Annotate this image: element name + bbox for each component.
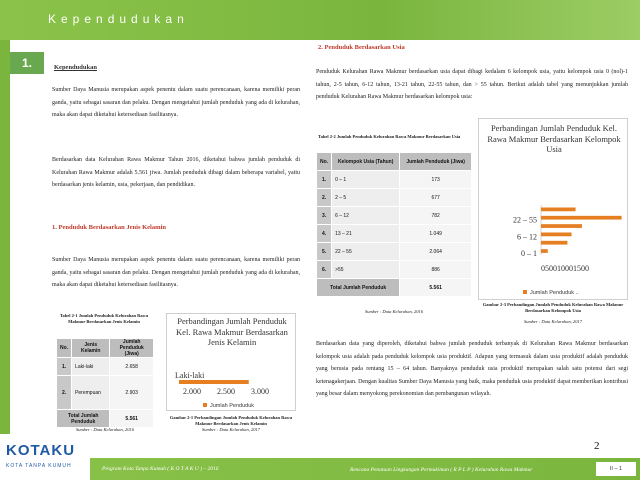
chart-legend-label: Jumlah Penduduk .. [530, 290, 579, 296]
age-chart-caption: Gambar 2-3 Perbandingan Jumlah Penduduk Kelurahan Rawa Makmur Berdasarkan Kelompok Usia [482, 302, 624, 313]
chart-tick-label: 050010001500 [541, 264, 589, 273]
table-row: 2. 2 – 5 677 [317, 189, 472, 207]
table-row: 1. 0 – 1 173 [317, 171, 472, 189]
left-paragraph-1: Sumber Daya Manusia merupakan aspek penentu dalam suatu perencanaan, karena memiliki peran ganda, yaitu sebagai sasaran dan pelaku. Dengan mengetahui jumlah penduduk yang ada di kelurahan, maka akan dapat diketahui ketersediaan fasilitasnya. [52, 87, 300, 118]
table-row: 1. Laki-laki 2.658 [57, 358, 154, 376]
table-row: 4. 13 – 21 1.049 [317, 225, 472, 243]
right-paragraph-2: Berdasarkan data yang diperoleh, diketahui bahwa jumlah penduduk terbanyak di Kelurahan Rawa Makmur berdasarkan kelompok usia adalah pada penduduk kelompok usia produktif. Adapun yang termasuk dalam usia produktif adalah penduduk yang berusia pada rentang 15 – 64 tahun. Banyaknya penduduk usia produktif merupakan salah satu potensi dari segi ketenagakerjaan. Dengan kualitas Sumber Daya Manusia yang baik, maka penduduk usia produktif dapat memberikan kontribusi yang besar dalam menyokong perekonomian dan pembangunan wilayah. [316, 341, 628, 397]
gender-chart [166, 313, 296, 411]
chart-bar [541, 224, 582, 228]
table-row: 5. 22 – 55 2.064 [317, 243, 472, 261]
table-header: Jumlah Penduduk (Jiwa) [400, 153, 472, 171]
chart-bar [179, 380, 249, 384]
chart-tick-label: 2.000 [183, 387, 201, 396]
chart-bar [541, 249, 548, 253]
age-table-title: Tabel 2-2 Jumlah Penduduk Kelurahan Rawa Makmur Berdasarkan Usia [318, 134, 461, 139]
chart-legend-label: Jumlah Penduduk [210, 403, 255, 409]
chart-legend-swatch [203, 403, 207, 407]
kotaku-logo: KOTAKU [6, 442, 76, 459]
left-paragraph-2: Berdasarkan data Kelurahan Rawa Makmur Tahun 2016, diketahui bahwa jumlah penduduk di Kelurahan Rawa Makmur adalah 5.561 jiwa. Jumlah penduduk dibagi dalam beberapa variabel, yaitu berdasarkan jenis kelamin, usia, pekerjaan, dan pendidikan. [52, 157, 300, 188]
section-number: 1. [10, 52, 44, 74]
age-chart [478, 118, 628, 300]
gender-chart-source: Sumber : Data Kelurahan, 2017 [201, 427, 261, 432]
footer-left-text: Program Kota Tanpa Kumuh ( K O T A K U ) – 2016 [102, 466, 219, 472]
left-band [0, 40, 10, 460]
subheading-age: 2. Penduduk Berdasarkan Usia [318, 44, 405, 51]
chart-category-label: Laki-laki [175, 371, 205, 380]
section-heading: Kependudukan [54, 64, 97, 71]
left-paragraph-3: Sumber Daya Manusia merupakan aspek penentu dalam suatu perencanaan, karena memiliki peran ganda, yaitu sebagai sasaran dan pelaku. Dengan mengetahui jumlah penduduk yang ada di kelurahan, maka akan dapat diketahui ketersediaan fasilitasnya. [52, 257, 300, 288]
age-table-source: Sumber : Data Kelurahan, 2016 [364, 309, 424, 314]
table-row: 3. 6 – 12 782 [317, 207, 472, 225]
table-header: Kelompok Usia (Tahun) [332, 153, 400, 171]
right-paragraph-1: Penduduk Kelurahan Rawa Makmur berdasarkan usia dapat dibagi kedalam 6 kelompok usia, yaitu kelompok usia 0 (nol)-1 tahun, 2-5 tahun, 6-12 tahun, 13-21 tahun, 22-55 tahun, dan > 55 tahun. Berikut adalah tabel yang menunjukkan jumlah penduduk Kelurahan Rawa Makmur berdasarkan kelompok usia: [316, 69, 628, 100]
chart-bar [541, 233, 572, 237]
footer-bar [0, 458, 640, 480]
chart-bar [541, 241, 567, 245]
chart-category-label: 6 – 12 [517, 232, 537, 242]
gender-chart-caption: Gambar 2-1 Perbandingan Jumlah Penduduk Kelurahan Rawa Makmur Berdasarkan Jenis Kelamin [169, 415, 293, 426]
chart-category-label: 22 – 55 [513, 215, 537, 225]
gender-table-source: Sumber : Data Kelurahan, 2016 [75, 427, 135, 432]
subheading-gender: 1. Penduduk Berdasarkan Jenis Kelamin [52, 224, 166, 231]
table-total-row: Total Jumlah Penduduk 5.561 [57, 410, 154, 428]
table-header: Jenis Kelamin [72, 339, 110, 358]
gender-chart-plot [167, 314, 297, 412]
chart-bar [541, 216, 622, 220]
age-table [316, 152, 472, 297]
gender-chart-title: Perbandingan Jumlah Penduduk Kel. Rawa Makmur Berdasarkan Jenis Kelamin [176, 316, 288, 347]
gender-table [56, 338, 154, 428]
table-header: No. [317, 153, 332, 171]
table-row: 2. Perempuan 2.903 [57, 376, 154, 410]
kotaku-logo-sub: KOTA TANPA KUMUH [6, 463, 72, 469]
table-header: No. [57, 339, 72, 358]
table-total-row: Total Jumlah Penduduk 5.561 [317, 279, 472, 297]
age-chart-plot [479, 119, 629, 301]
chart-category-label: 0 – 1 [521, 248, 537, 258]
page-number: 2 [594, 440, 600, 452]
gender-table-title: Tabel 2-1 Jumlah Penduduk Kelurahan Rawa Makmur Berdasarkan Jenis Kelamin [59, 313, 149, 324]
age-chart-source: Sumber : Data Kelurahan, 2017 [523, 319, 583, 324]
chart-tick-label: 3.000 [251, 387, 269, 396]
chart-legend-swatch [523, 290, 527, 294]
footer-tag: II – 1 [596, 462, 636, 476]
age-chart-title: Perbandingan Jumlah Penduduk Kel. Rawa Makmur Berdasarkan Kelompok Usia [487, 123, 621, 154]
page-title: Kependudukan [48, 12, 189, 26]
footer-right-text: Rencana Penataan Lingkungan Permukiman ( R P L P ) Kelurahan Rawa Makmur [350, 467, 533, 473]
table-row: 6. >55 886 [317, 261, 472, 279]
table-header: Jumlah Penduduk (Jiwa) [110, 339, 154, 358]
chart-tick-label: 2.500 [217, 387, 235, 396]
chart-bar [541, 208, 576, 212]
